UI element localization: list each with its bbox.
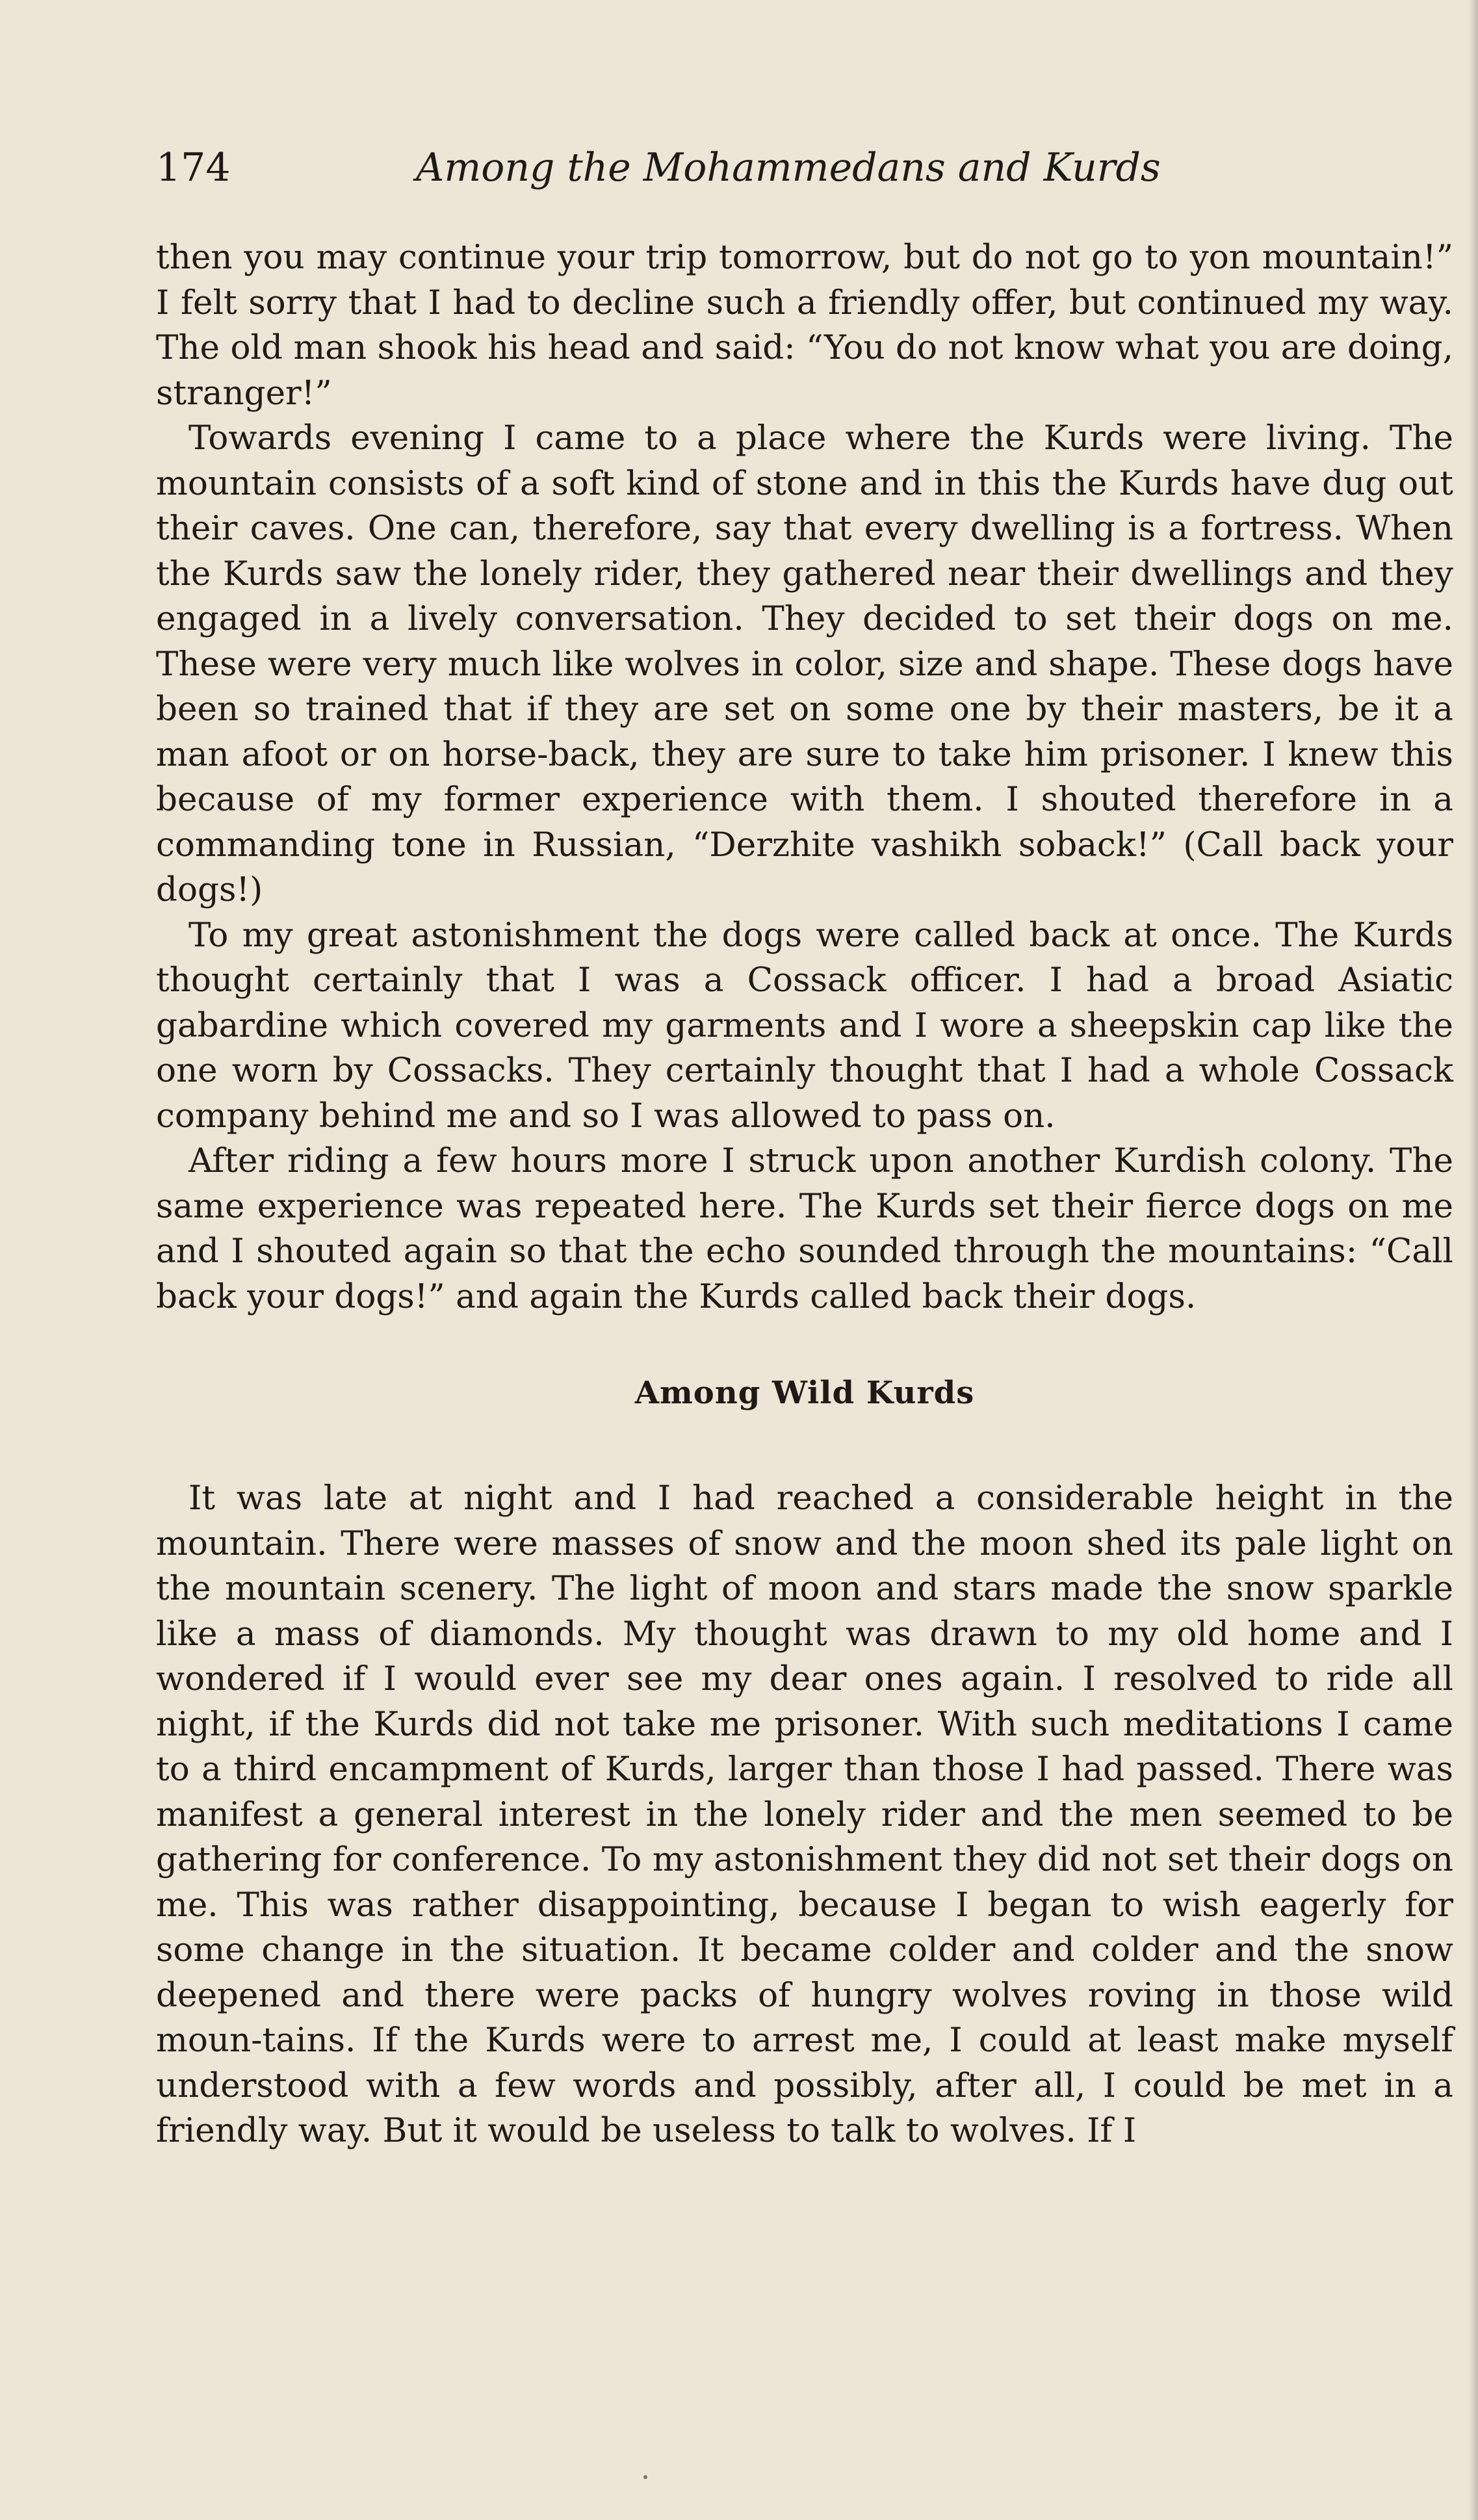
page-header <box>156 142 1326 194</box>
page-number: 174 <box>156 145 231 190</box>
page-edge-shadow <box>1469 0 1478 2520</box>
paragraph-continuation: then you may continue your trip tomorrow, but do not go to yon mountain!” I felt sorry that I had to decline such a friendly offer, but continued my way. The old man shook his head and said: “You do not know what you are doing, stranger!” <box>156 238 1453 413</box>
section-heading: Among Wild Kurds <box>634 1375 975 1411</box>
paragraph-late-at-night: It was late at night and I had reached a considerable height in the mountain. There were masses of snow and the moon shed its pale light on the mountain scenery. The light of moon and stars made the snow sparkle like a mass of diamonds. My thought was drawn to my old home and I wondered if I would ever see my dear ones again. I resolved to ride all night, if the Kurds did not take me prisoner. With such meditations I came to a third encampment of Kurds, larger than those I had passed. There was manifest a general interest in the lonely rider and the men seemed to be gathering for conference. To my astonishment they did not set their dogs on me. This was rather disappointing, because I began to wish eagerly for some change in the situation. It became colder and colder and the snow deepened and there were packs of hungry wolves roving in those wild moun-tains. If the Kurds were to arrest me, I could at least make myself understood with a few words and possibly, after all, I could be met in a friendly way. But it would be useless to talk to wolves. If I <box>156 1479 1453 2150</box>
scan-speck <box>643 2475 647 2479</box>
running-title: Among the Mohammedans and Kurds <box>416 145 1161 190</box>
paragraph-another-colony: After riding a few hours more I struck upon another Kurdish colony. The same experience was repeated here. The Kurds set their fierce dogs on me and I shouted again so that the echo sounded through the mountains: “Call back your dogs!” and again the Kurds called back their dogs. <box>156 1141 1453 1316</box>
paragraph-cossack-officer: To my great astonishment the dogs were called back at once. The Kurds thought certainly that I was a Cossack officer. I had a broad Asiatic gabardine which covered my garments and I wore a sheepskin cap like the one worn by Cossacks. They certainly thought that I had a whole Cossack company behind me and so I was allowed to pass on. <box>156 915 1453 1136</box>
body-text <box>156 235 1453 2154</box>
paragraph-kurds-dwellings: Towards evening I came to a place where the Kurds were living. The mountain consists of a soft kind of stone and in this the Kurds have dug out their caves. One can, therefore, say that every dwelling is a fortress. When the Kurds saw the lonely rider, they gathered near their dwellings and they engaged in a lively conversation. They decided to set their dogs on me. These were very much like wolves in color, size and shape. These dogs have been so trained that if they are set on some one by their masters, be it a man afoot or on horse-back, they are sure to take him prisoner. I knew this because of my former experience with them. I shouted therefore in a commanding tone in Russian, “Derzhite vashikh soback!” (Call back your dogs!) <box>156 419 1453 909</box>
